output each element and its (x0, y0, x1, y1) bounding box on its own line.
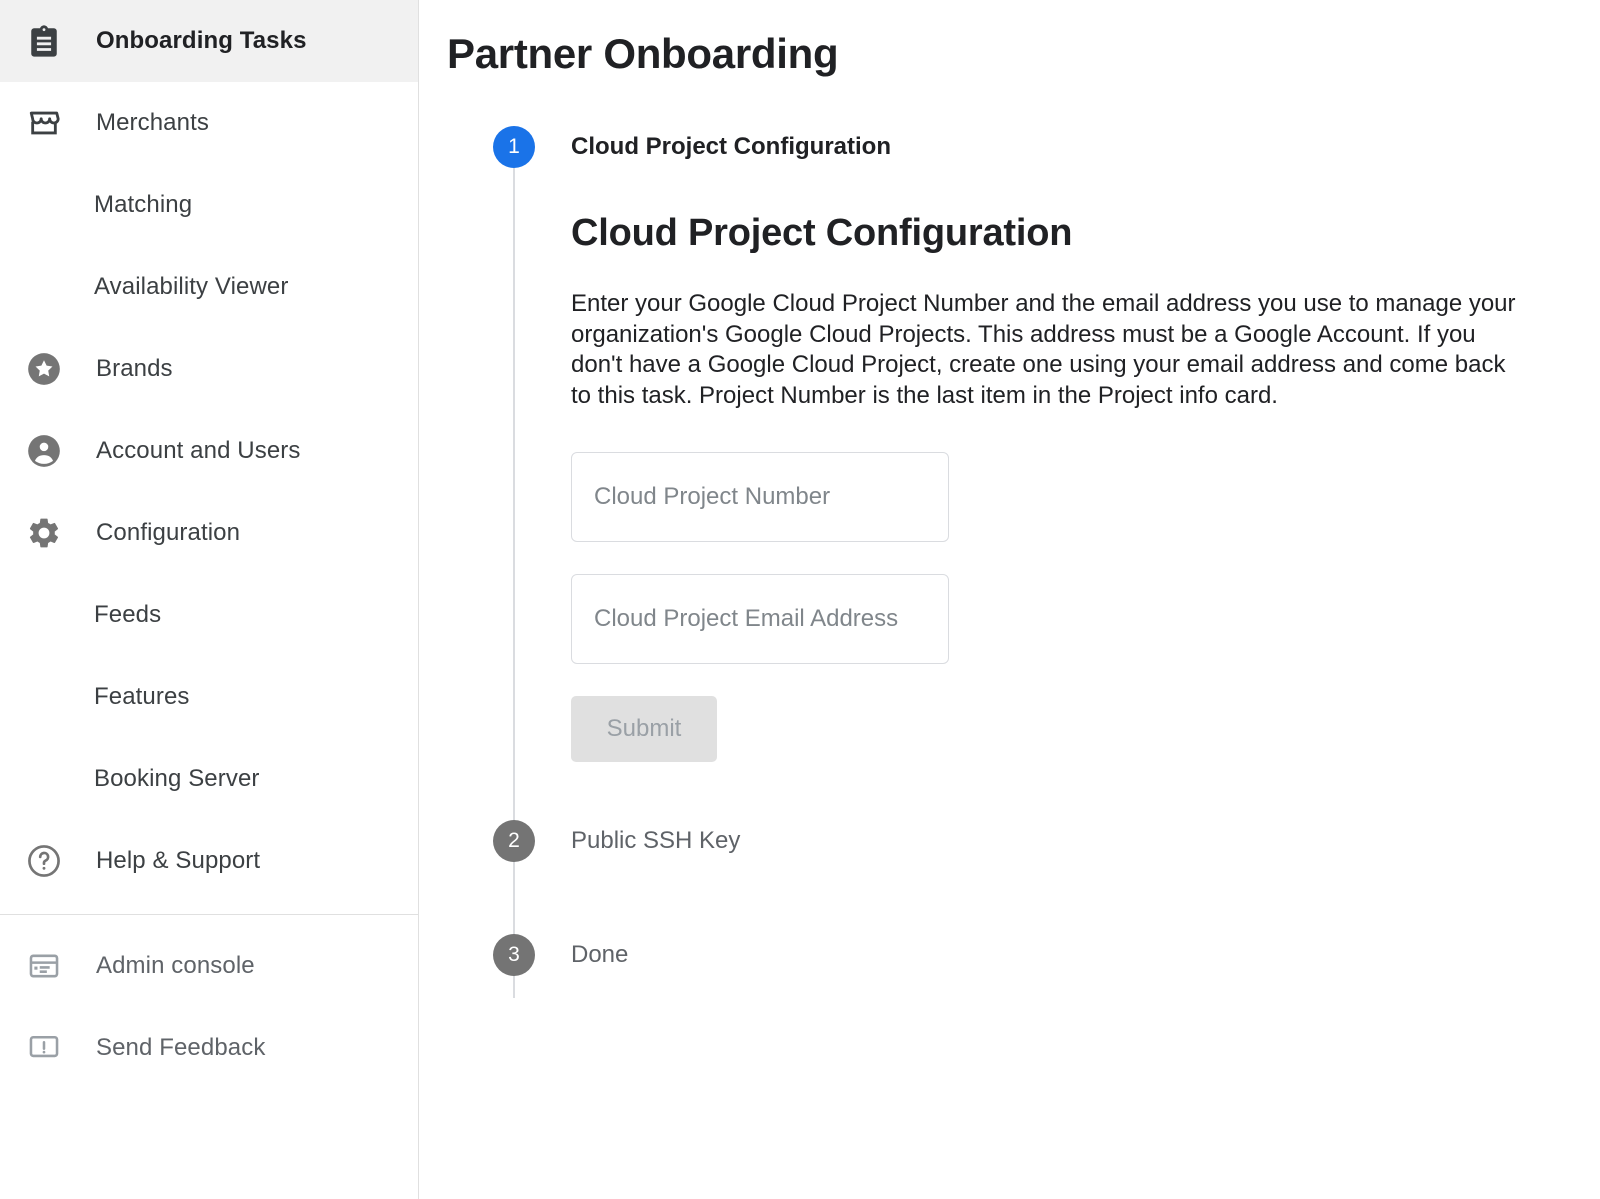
step-2-spacer (493, 862, 1600, 934)
clipboard-icon (22, 19, 66, 63)
step-connector-line (513, 168, 515, 998)
store-icon (22, 101, 66, 145)
step-3-label: Done (571, 940, 629, 968)
admin-console-icon (22, 944, 66, 988)
help-circle-icon (22, 839, 66, 883)
sidebar-item-label: Merchants (96, 109, 209, 136)
cloud-project-email-input[interactable] (592, 604, 928, 634)
step-1-label: Cloud Project Configuration (571, 133, 891, 160)
sidebar-item-features[interactable] (0, 656, 418, 738)
main-content (419, 0, 1600, 1199)
sidebar-item-label: Onboarding Tasks (96, 27, 307, 54)
onboarding-stepper (493, 126, 1600, 976)
step-3-marker: 3 (493, 934, 535, 976)
sidebar-item-matching[interactable] (0, 164, 418, 246)
cloud-project-number-field[interactable] (571, 452, 949, 542)
sidebar-item-account-and-users[interactable] (0, 410, 418, 492)
sidebar-item-label: Booking Server (94, 765, 260, 792)
gear-icon (22, 511, 66, 555)
sidebar-item-send-feedback[interactable] (0, 1007, 418, 1089)
sidebar-item-label: Help & Support (96, 847, 261, 874)
sidebar-item-label: Configuration (96, 519, 241, 546)
card-title: Cloud Project Configuration (571, 212, 1073, 254)
sidebar-item-feeds[interactable] (0, 574, 418, 656)
sidebar-item-availability-viewer[interactable] (0, 246, 418, 328)
sidebar-item-label: Features (94, 683, 190, 710)
sidebar-item-booking-server[interactable] (0, 738, 418, 820)
submit-button[interactable]: Submit (571, 696, 717, 762)
sidebar-item-merchants[interactable] (0, 82, 418, 164)
sidebar-item-admin-console[interactable] (0, 925, 418, 1007)
step-2-label: Public SSH Key (571, 826, 741, 854)
person-icon (22, 429, 66, 473)
sidebar-item-label: Availability Viewer (94, 273, 289, 300)
star-icon (22, 347, 66, 391)
sidebar-item-label: Matching (94, 191, 193, 218)
sidebar-item-help-and-support[interactable] (0, 820, 418, 902)
sidebar-item-brands[interactable] (0, 328, 418, 410)
sidebar-item-label: Brands (96, 355, 173, 382)
step-1 (493, 126, 1600, 168)
sidebar (0, 0, 419, 1199)
feedback-icon (22, 1026, 66, 1070)
step-1-marker: 1 (493, 126, 535, 168)
sidebar-item-label: Account and Users (96, 437, 301, 464)
card-description: Enter your Google Cloud Project Number and the email address you use to manage your organization's Google Cloud Projects. This address must be a Google Account. If you don't have a Google Cloud Project, create one using your email address and come back to this task. Project Number is the last item in the Project info card. (571, 290, 1516, 410)
sidebar-item-configuration[interactable] (0, 492, 418, 574)
sidebar-item-label: Send Feedback (96, 1034, 266, 1061)
sidebar-item-onboarding-tasks[interactable] (0, 0, 418, 82)
sidebar-item-label: Feeds (94, 601, 162, 628)
step-3[interactable] (493, 934, 1600, 976)
step-2[interactable] (493, 820, 1600, 862)
cloud-project-number-input[interactable] (592, 482, 928, 512)
cloud-project-email-field[interactable] (571, 574, 949, 664)
step-1-body (571, 168, 1600, 772)
page-title: Partner Onboarding (447, 30, 839, 77)
sidebar-divider (0, 914, 418, 915)
sidebar-item-label: Admin console (96, 952, 255, 979)
step-2-marker: 2 (493, 820, 535, 862)
